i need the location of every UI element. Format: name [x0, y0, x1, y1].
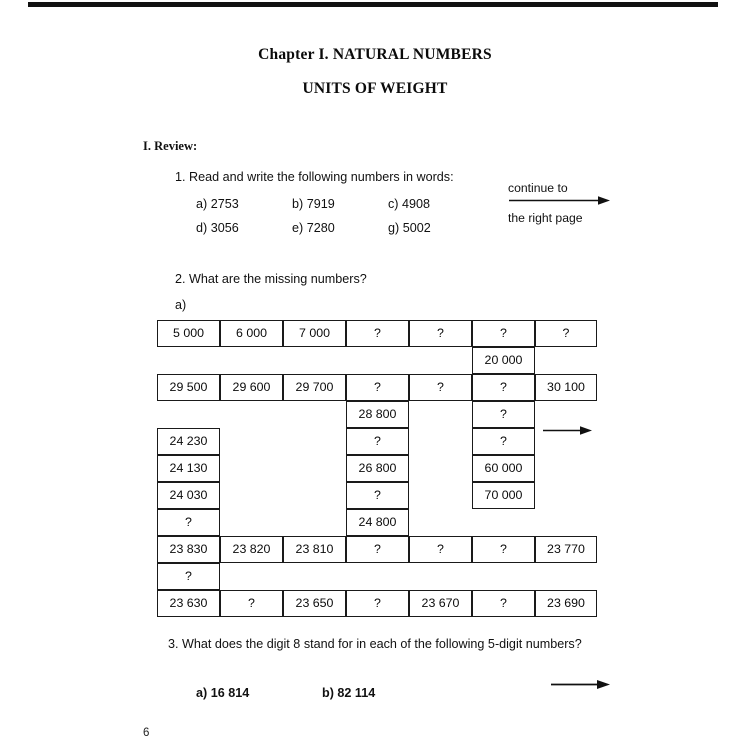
- question-1-prompt: 1. Read and write the following numbers in words:: [175, 170, 454, 184]
- grid-cell-r9-c1[interactable]: 23 830: [157, 536, 220, 563]
- grid-cell-r1-c5[interactable]: ?: [409, 320, 472, 347]
- question-3-prompt: [140, 633, 612, 655]
- scanner-edge-bar: [28, 2, 718, 7]
- grid-cell-r9-c5[interactable]: ?: [409, 536, 472, 563]
- grid-cell-r1-c1[interactable]: 5 000: [157, 320, 220, 347]
- grid-cell-r11-c7[interactable]: 23 690: [535, 590, 597, 617]
- continue-note-line-top: continue to: [508, 181, 568, 195]
- grid-cell-r7-c1[interactable]: 24 030: [157, 482, 220, 509]
- grid-cell-r8-c1[interactable]: ?: [157, 509, 220, 536]
- grid-cell-r6-c1[interactable]: 24 130: [157, 455, 220, 482]
- grid-cell-r5-c1[interactable]: 24 230: [157, 428, 220, 455]
- question-1-item-g: g) 5002: [388, 221, 431, 235]
- right-arrow-icon: [551, 678, 611, 691]
- page-number: 6: [143, 727, 150, 739]
- grid-cell-r3-c7[interactable]: 30 100: [535, 374, 597, 401]
- grid-cell-r7-c4[interactable]: ?: [346, 482, 409, 509]
- grid-cell-r11-c1[interactable]: 23 630: [157, 590, 220, 617]
- grid-cell-r3-c5[interactable]: ?: [409, 374, 472, 401]
- question-1-item-e: e) 7280: [292, 221, 335, 235]
- missing-numbers-grid: [157, 320, 597, 610]
- grid-cell-r5-c6[interactable]: ?: [472, 428, 535, 455]
- question-1-item-b: b) 7919: [292, 197, 335, 211]
- question-1-item-c: c) 4908: [388, 197, 431, 211]
- grid-cell-r7-c6[interactable]: 70 000: [472, 482, 535, 509]
- grid-cell-r1-c6[interactable]: ?: [472, 320, 535, 347]
- continue-note-line-bottom: the right page: [508, 211, 583, 226]
- grid-cell-r3-c1[interactable]: 29 500: [157, 374, 220, 401]
- grid-cell-r9-c6[interactable]: ?: [472, 536, 535, 563]
- grid-cell-r8-c4[interactable]: 24 800: [346, 509, 409, 536]
- grid-cell-r4-c4[interactable]: 28 800: [346, 401, 409, 428]
- review-heading: I. Review:: [143, 139, 198, 153]
- grid-cell-r11-c6[interactable]: ?: [472, 590, 535, 617]
- grid-cell-r9-c7[interactable]: 23 770: [535, 536, 597, 563]
- grid-cell-r3-c2[interactable]: 29 600: [220, 374, 283, 401]
- continue-to-right-page-note: [508, 182, 618, 224]
- question-3-item-a: a) 16 814: [196, 686, 250, 700]
- right-arrow-icon: [508, 194, 612, 207]
- question-1-item-d: d) 3056: [196, 221, 239, 235]
- grid-cell-r11-c3[interactable]: 23 650: [283, 590, 346, 617]
- grid-cell-r1-c4[interactable]: ?: [346, 320, 409, 347]
- grid-cell-r10-c1[interactable]: ?: [157, 563, 220, 590]
- question-1-item-a: a) 2753: [196, 197, 239, 211]
- grid-cell-r3-c4[interactable]: ?: [346, 374, 409, 401]
- question-2-part-label: a): [175, 298, 187, 312]
- grid-cell-r11-c4[interactable]: ?: [346, 590, 409, 617]
- grid-cell-r3-c6[interactable]: ?: [472, 374, 535, 401]
- grid-cell-r9-c2[interactable]: 23 820: [220, 536, 283, 563]
- grid-cell-r11-c5[interactable]: 23 670: [409, 590, 472, 617]
- grid-cell-r3-c3[interactable]: 29 700: [283, 374, 346, 401]
- question-2-prompt: 2. What are the missing numbers?: [175, 272, 367, 286]
- question-3-item-b: b) 82 114: [322, 686, 376, 700]
- grid-cell-r9-c3[interactable]: 23 810: [283, 536, 346, 563]
- question-3-text: 3. What does the digit 8 stand for in each of the following 5-digit numbers?: [168, 637, 582, 651]
- grid-cell-r1-c2[interactable]: 6 000: [220, 320, 283, 347]
- section-title: UNITS OF WEIGHT: [302, 80, 448, 97]
- grid-cell-r4-c6[interactable]: ?: [472, 401, 535, 428]
- grid-cell-r6-c6[interactable]: 60 000: [472, 455, 535, 482]
- grid-cell-r9-c4[interactable]: ?: [346, 536, 409, 563]
- grid-cell-r2-c6[interactable]: 20 000: [472, 347, 535, 374]
- grid-cell-r6-c4[interactable]: 26 800: [346, 455, 409, 482]
- grid-cell-r5-c4[interactable]: ?: [346, 428, 409, 455]
- document-page: [0, 10, 750, 750]
- chapter-title: Chapter I. NATURAL NUMBERS: [258, 46, 492, 63]
- grid-cell-r11-c2[interactable]: ?: [220, 590, 283, 617]
- right-arrow-icon: [543, 424, 593, 437]
- grid-cell-r1-c7[interactable]: ?: [535, 320, 597, 347]
- grid-cell-r1-c3[interactable]: 7 000: [283, 320, 346, 347]
